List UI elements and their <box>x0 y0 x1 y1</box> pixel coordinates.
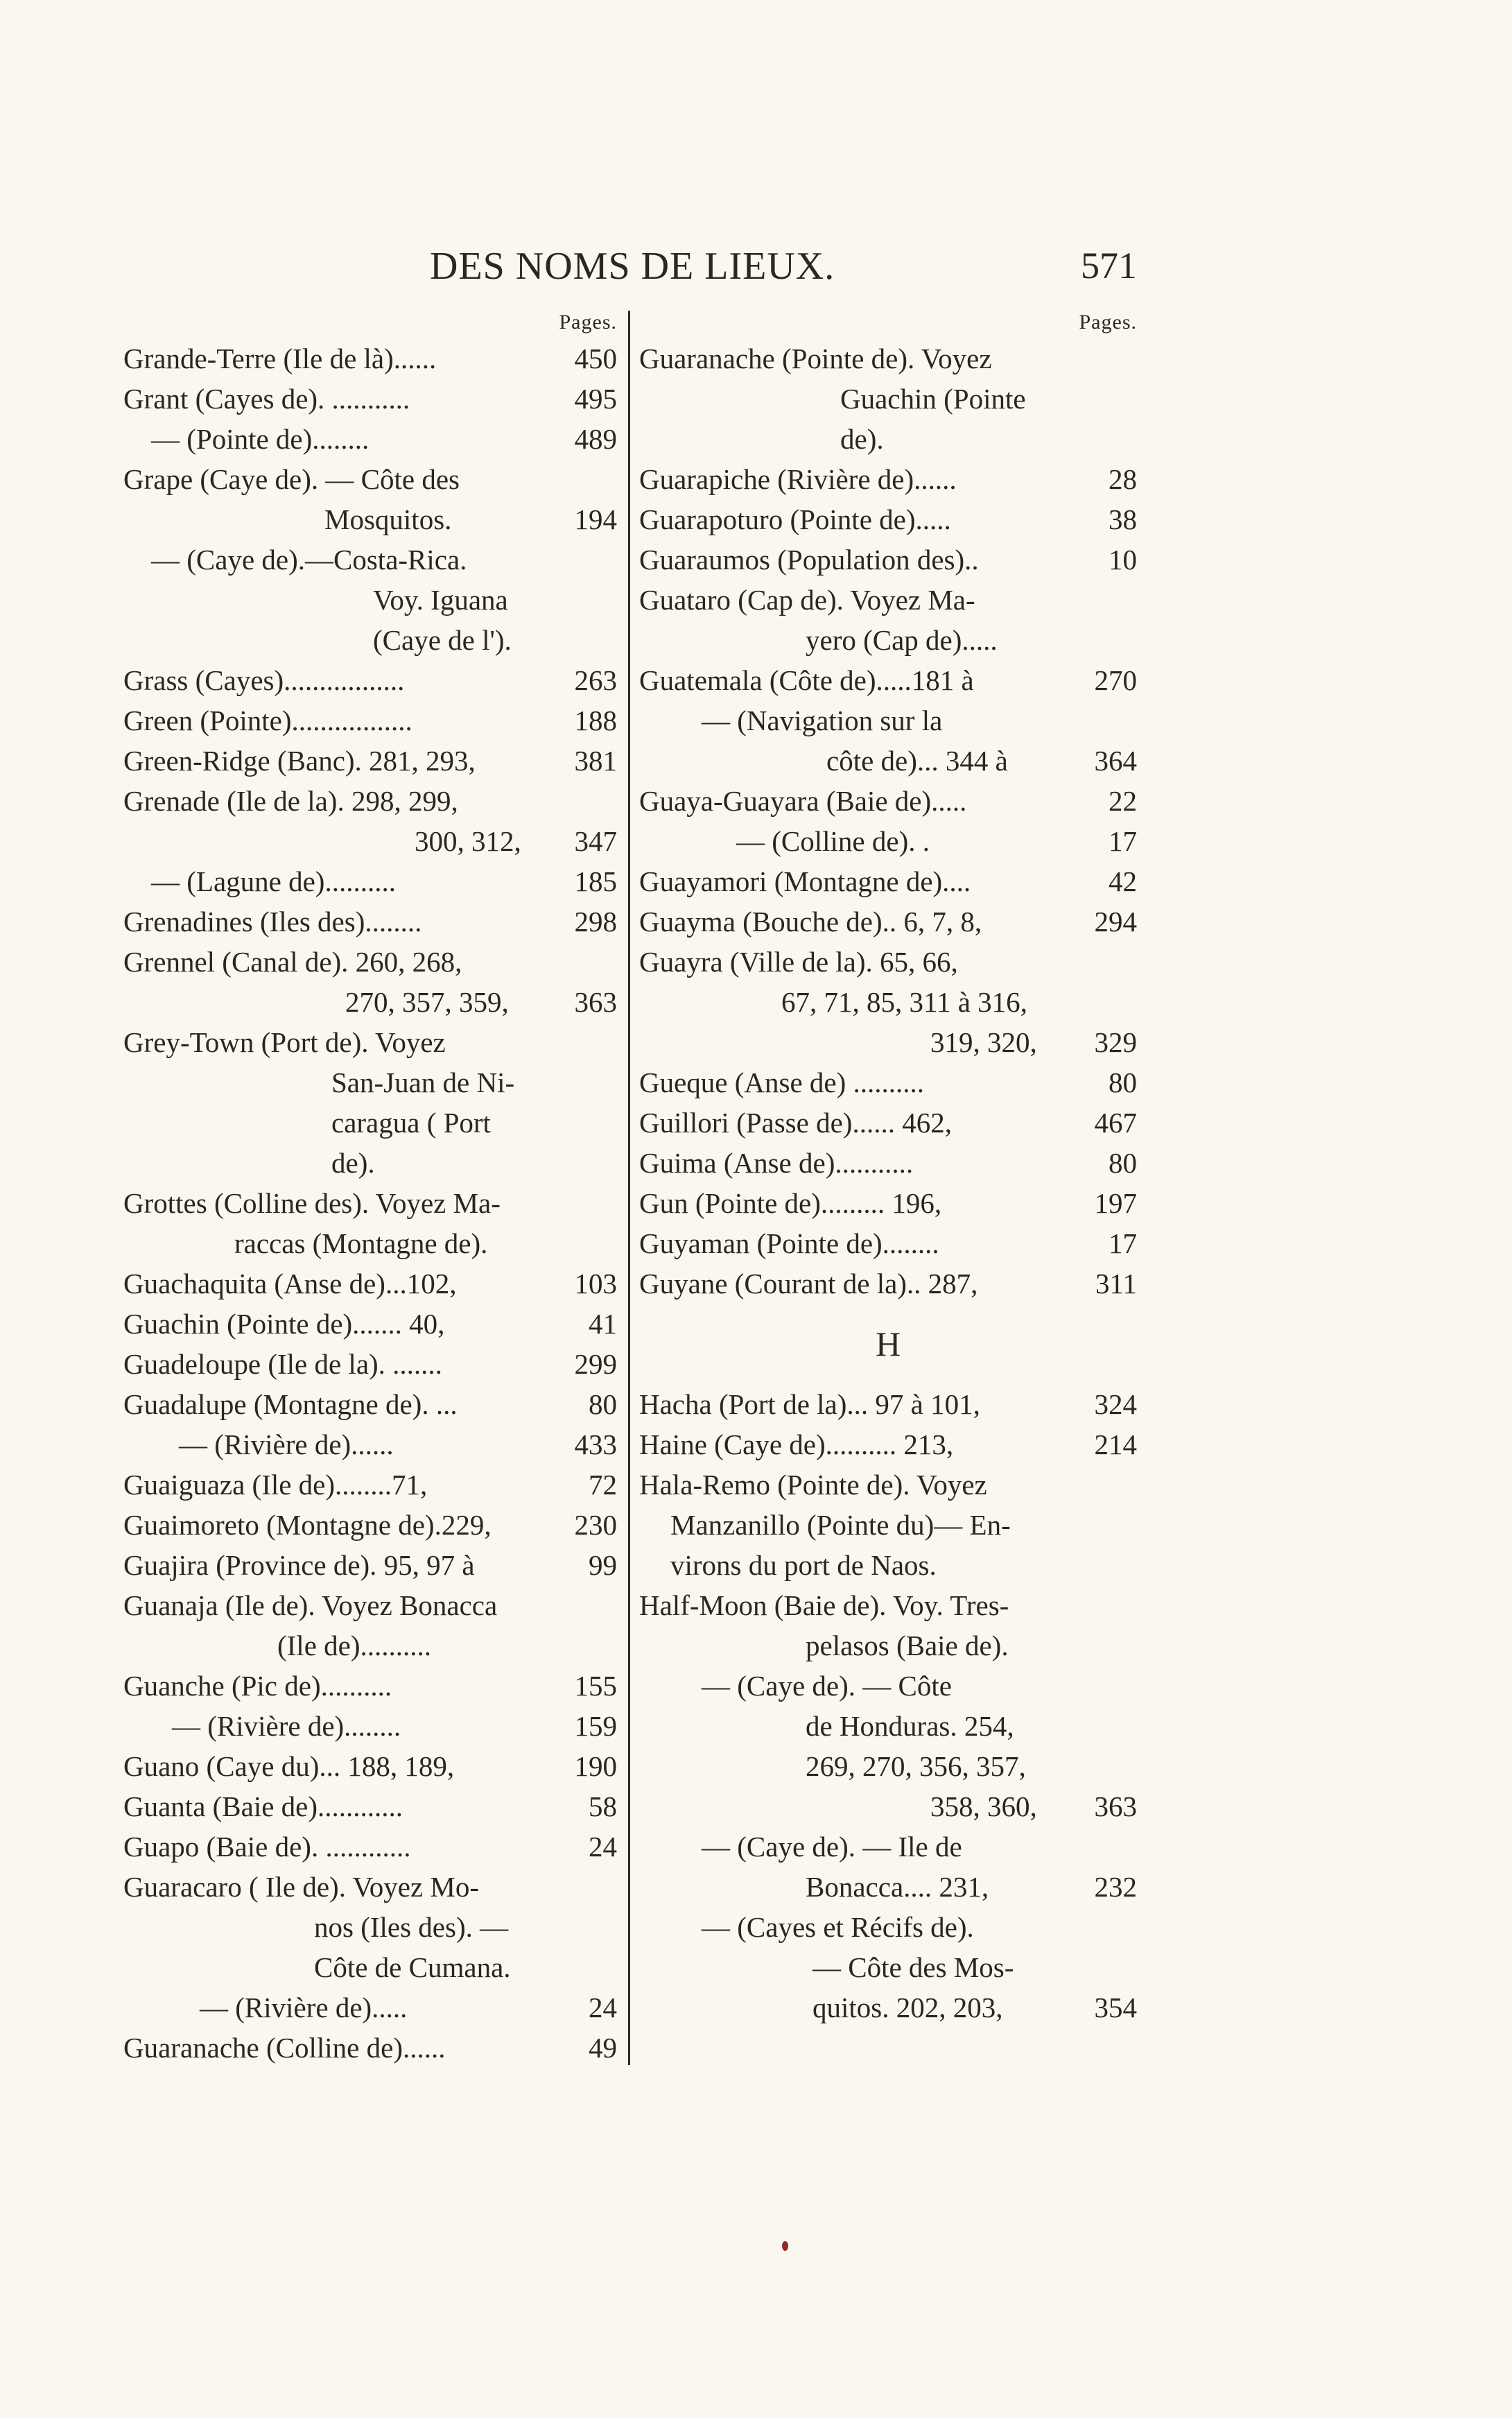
index-entry <box>639 1827 1137 1907</box>
entry-line <box>639 1103 1137 1143</box>
index-entry <box>123 379 617 419</box>
entry-text: — Côte des Mos- <box>813 1951 1014 1983</box>
index-entry <box>123 1505 617 1545</box>
index-entry <box>123 660 617 700</box>
entry-line <box>639 1505 1137 1545</box>
entry-text: 270, 357, 359, <box>345 986 509 1018</box>
entry-text: Guyaman (Pointe de)........ <box>639 1227 939 1259</box>
index-entry <box>123 1827 617 1867</box>
entry-text: — (Pointe de)........ <box>151 423 370 455</box>
index-entry <box>123 1987 617 2028</box>
index-entry <box>639 1666 1137 1827</box>
entry-line <box>639 419 1137 459</box>
entry-text: Guachin (Pointe de)....... 40, <box>123 1308 445 1340</box>
index-entry <box>639 821 1137 861</box>
entry-text: — (Rivière de)........ <box>172 1710 401 1742</box>
entry-line <box>123 1263 617 1304</box>
entry-line <box>123 982 617 1022</box>
entry-text: Guarapoturo (Pointe de)..... <box>639 503 951 535</box>
index-entry <box>123 700 617 741</box>
index-entry <box>123 338 617 379</box>
entry-page-ref: 329 <box>1094 1026 1137 1058</box>
entry-line <box>639 821 1137 861</box>
index-entry <box>123 1183 617 1263</box>
entry-text: Hacha (Port de la)... 97 à 101, <box>639 1388 980 1420</box>
entry-line <box>123 1223 617 1263</box>
index-entry <box>123 1263 617 1304</box>
entry-line <box>123 861 617 901</box>
entry-page-ref: 364 <box>1094 745 1137 777</box>
entry-line <box>639 660 1137 700</box>
entry-line <box>123 700 617 741</box>
entry-page-ref: 58 <box>589 1790 617 1822</box>
entry-page-ref: 188 <box>574 705 617 736</box>
index-entry <box>639 942 1137 1062</box>
entry-line <box>123 1625 617 1666</box>
index-entry <box>639 1424 1137 1465</box>
entry-text: Guadalupe (Montagne de). ... <box>123 1388 458 1420</box>
entry-text: Guarapiche (Rivière de)...... <box>639 463 957 495</box>
ink-speck <box>782 2241 788 2251</box>
entry-line <box>123 1022 617 1062</box>
entry-text: Guayma (Bouche de).. 6, 7, 8, <box>639 906 982 938</box>
entry-line <box>123 660 617 700</box>
entry-page-ref: 42 <box>1109 865 1137 897</box>
entry-line <box>123 1746 617 1786</box>
entry-line <box>123 539 617 580</box>
entry-line <box>639 1183 1137 1223</box>
entry-text: Grey-Town (Port de). Voyez <box>123 1026 446 1058</box>
entry-page-ref: 24 <box>589 1831 617 1863</box>
entry-page-ref: 17 <box>1109 825 1137 857</box>
entry-line <box>639 700 1137 741</box>
index-entry <box>123 1666 617 1706</box>
entry-page-ref: 433 <box>574 1428 617 1460</box>
entry-line <box>123 1585 617 1625</box>
entry-text: Mosquitos. <box>324 503 452 535</box>
entry-text: côte de)... 344 à <box>826 745 1008 777</box>
index-entry <box>123 1786 617 1827</box>
entry-line <box>639 1867 1137 1907</box>
entry-page-ref: 190 <box>574 1750 617 1782</box>
entry-page-ref: 194 <box>574 503 617 535</box>
index-entry <box>123 1304 617 1344</box>
index-entry <box>639 700 1137 781</box>
entry-text: Guanta (Baie de)............ <box>123 1790 403 1822</box>
entry-page-ref: 214 <box>1094 1428 1137 1460</box>
index-entry <box>123 1706 617 1746</box>
entry-text: Guajira (Province de). 95, 97 à <box>123 1549 475 1581</box>
entry-line <box>639 1706 1137 1746</box>
entry-line <box>639 338 1137 379</box>
index-entry <box>123 781 617 861</box>
entry-text: — (Caye de). — Ile de <box>702 1831 962 1863</box>
entry-text: — (Caye de).—Costa-Rica. <box>151 544 467 576</box>
entry-text: Voy. Iguana <box>373 584 508 616</box>
entry-page-ref: 311 <box>1095 1268 1137 1299</box>
page-number: 571 <box>1081 245 1137 286</box>
index-entry <box>123 1424 617 1465</box>
entry-line <box>639 1465 1137 1505</box>
entry-text: Guaranache (Colline de)...... <box>123 2032 446 2064</box>
entry-line <box>123 580 617 620</box>
index-entry <box>639 499 1137 539</box>
entry-page-ref: 155 <box>574 1670 617 1702</box>
entry-line <box>639 1585 1137 1625</box>
entry-text: Guachin (Pointe <box>840 383 1026 415</box>
entry-text: Grenade (Ile de la). 298, 299, <box>123 785 458 817</box>
entry-text: Guima (Anse de)........... <box>639 1147 914 1179</box>
entry-text: Grottes (Colline des). Voyez Ma- <box>123 1187 501 1219</box>
entry-text: Grape (Caye de). — Côte des <box>123 463 460 495</box>
entry-line <box>123 1987 617 2028</box>
index-entry <box>639 1103 1137 1143</box>
column-divider <box>628 311 630 2065</box>
entry-line <box>123 901 617 942</box>
entry-text: yero (Cap de)..... <box>806 624 998 656</box>
entry-page-ref: 363 <box>574 986 617 1018</box>
entry-line <box>123 1103 617 1143</box>
entry-page-ref: 354 <box>1094 1992 1137 2023</box>
entry-page-ref: 263 <box>574 664 617 696</box>
entry-line <box>639 1625 1137 1666</box>
entry-line <box>123 741 617 781</box>
entry-line <box>123 338 617 379</box>
entry-text: Guapo (Baie de). ............ <box>123 1831 411 1863</box>
index-entry <box>123 1746 617 1786</box>
entry-page-ref: 80 <box>589 1388 617 1420</box>
entry-page-ref: 80 <box>1109 1147 1137 1179</box>
index-entry <box>639 781 1137 821</box>
entry-page-ref: 41 <box>589 1308 617 1340</box>
entry-line <box>639 1143 1137 1183</box>
entry-page-ref: 495 <box>574 383 617 415</box>
entry-page-ref: 197 <box>1094 1187 1137 1219</box>
entry-page-ref: 299 <box>574 1348 617 1380</box>
entry-text: quitos. 202, 203, <box>813 1992 1003 2023</box>
entry-line <box>123 1545 617 1585</box>
entry-line <box>639 1384 1137 1424</box>
entry-text: — (Rivière de)...... <box>179 1428 394 1460</box>
entry-line <box>123 419 617 459</box>
entry-line <box>639 379 1137 419</box>
entry-text: Guatemala (Côte de).....181 à <box>639 664 974 696</box>
entry-line <box>123 459 617 499</box>
entry-line <box>123 821 617 861</box>
entry-page-ref: 72 <box>589 1469 617 1501</box>
index-entry <box>123 1344 617 1384</box>
entry-line <box>123 379 617 419</box>
index-entry <box>639 1907 1137 2028</box>
entry-text: — (Rivière de)..... <box>200 1992 408 2023</box>
entry-line <box>639 1987 1137 2028</box>
entry-text: Guano (Caye du)... 188, 189, <box>123 1750 455 1782</box>
index-entry <box>123 1022 617 1183</box>
index-entry <box>123 539 617 660</box>
entry-page-ref: 450 <box>574 343 617 374</box>
entry-text: Guanaja (Ile de). Voyez Bonacca <box>123 1589 498 1621</box>
entry-line <box>639 1907 1137 1947</box>
entry-page-ref: 270 <box>1094 664 1137 696</box>
index-entry <box>123 459 617 539</box>
entry-line <box>639 982 1137 1022</box>
entry-text: Bonacca.... 231, <box>806 1871 989 1903</box>
entry-page-ref: 10 <box>1109 544 1137 576</box>
entry-line <box>123 1143 617 1183</box>
entry-text: de). <box>840 423 884 455</box>
entry-line <box>123 1786 617 1827</box>
entry-line <box>639 901 1137 942</box>
entry-text: Grennel (Canal de). 260, 268, <box>123 946 462 978</box>
entry-line <box>123 942 617 982</box>
entry-page-ref: 230 <box>574 1509 617 1541</box>
entry-line <box>639 1947 1137 1987</box>
entry-text: Hala-Remo (Pointe de). Voyez <box>639 1469 987 1501</box>
entry-text: — (Cayes et Récifs de). <box>702 1911 974 1943</box>
entry-text: Gueque (Anse de) .......... <box>639 1066 925 1098</box>
entry-text: — (Navigation sur la <box>702 705 943 736</box>
entry-line <box>639 1022 1137 1062</box>
entry-text: — (Colline de). . <box>736 825 930 857</box>
index-entry <box>123 901 617 942</box>
entry-text: Grass (Cayes)................. <box>123 664 405 696</box>
entry-text: Grande-Terre (Ile de là)...... <box>123 343 437 374</box>
entry-line <box>123 499 617 539</box>
entry-text: Guataro (Cap de). Voyez Ma- <box>639 584 975 616</box>
entry-text: Grenadines (Iles des)........ <box>123 906 422 938</box>
entry-line <box>639 1666 1137 1706</box>
entry-line <box>123 1304 617 1344</box>
entry-text: (Ile de).......... <box>277 1630 431 1661</box>
entry-text: raccas (Montagne de). <box>234 1227 488 1259</box>
index-entry <box>639 1384 1137 1424</box>
entry-text: Côte de Cumana. <box>314 1951 511 1983</box>
entry-text: caragua ( Port <box>331 1107 491 1139</box>
entry-page-ref: 24 <box>589 1992 617 2023</box>
entry-line <box>123 781 617 821</box>
index-column-right <box>639 311 1137 2028</box>
entry-line <box>123 1907 617 1947</box>
entry-text: 300, 312, <box>415 825 521 857</box>
entry-text: Grant (Cayes de). ........... <box>123 383 410 415</box>
running-head <box>0 244 1512 293</box>
entry-text: pelasos (Baie de). <box>806 1630 1009 1661</box>
entry-page-ref: 38 <box>1109 503 1137 535</box>
page-title: DES NOMS DE LIEUX. <box>430 245 835 288</box>
entry-text: de Honduras. 254, <box>806 1710 1014 1742</box>
entry-text: Guayamori (Montagne de).... <box>639 865 971 897</box>
entry-page-ref: 381 <box>574 745 617 777</box>
entry-text: — (Caye de). — Côte <box>702 1670 952 1702</box>
entry-text: Guadeloupe (Ile de la). ....... <box>123 1348 442 1380</box>
index-entry <box>123 942 617 1022</box>
entry-text: Half-Moon (Baie de). Voy. Tres- <box>639 1589 1009 1621</box>
entry-line <box>123 1344 617 1384</box>
index-entry <box>639 1183 1137 1223</box>
index-entry <box>123 741 617 781</box>
index-entry <box>123 1585 617 1666</box>
entry-text: Green-Ridge (Banc). 281, 293, <box>123 745 476 777</box>
entry-line <box>639 1263 1137 1304</box>
entry-line <box>639 620 1137 660</box>
entry-text: virons du port de Naos. <box>670 1549 937 1581</box>
entry-page-ref: 298 <box>574 906 617 938</box>
entry-text: (Caye de l'). <box>373 624 512 656</box>
pages-column-label: Pages. <box>559 311 617 334</box>
entry-page-ref: 17 <box>1109 1227 1137 1259</box>
entry-page-ref: 294 <box>1094 906 1137 938</box>
entry-page-ref: 232 <box>1094 1871 1137 1903</box>
entry-text: Guaranache (Pointe de). Voyez <box>639 343 992 374</box>
index-entry <box>639 1585 1137 1666</box>
index-entry <box>123 419 617 459</box>
index-entry <box>639 901 1137 942</box>
entry-text: San-Juan de Ni- <box>331 1066 515 1098</box>
entry-text: Guachaquita (Anse de)...102, <box>123 1268 457 1299</box>
entry-line <box>639 1786 1137 1827</box>
entry-line <box>639 741 1137 781</box>
entry-text: 358, 360, <box>930 1790 1037 1822</box>
index-entry <box>123 1384 617 1424</box>
entry-page-ref: 99 <box>589 1549 617 1581</box>
entry-page-ref: 28 <box>1109 463 1137 495</box>
entry-line <box>123 1666 617 1706</box>
entry-line <box>639 580 1137 620</box>
index-entry <box>123 2028 617 2068</box>
entry-text: Gun (Pointe de)......... 196, <box>639 1187 942 1219</box>
entry-line <box>639 539 1137 580</box>
entry-line <box>639 1827 1137 1867</box>
entry-page-ref: 363 <box>1094 1790 1137 1822</box>
entry-page-ref: 159 <box>574 1710 617 1742</box>
entry-line <box>639 1062 1137 1103</box>
index-column-left <box>123 311 617 2068</box>
entry-line <box>639 459 1137 499</box>
index-entry <box>639 1062 1137 1103</box>
entry-page-ref: 49 <box>589 2032 617 2064</box>
entry-line <box>123 1827 617 1867</box>
index-entry <box>639 1263 1137 1304</box>
entry-text: 319, 320, <box>930 1026 1037 1058</box>
entry-text: 67, 71, 85, 311 à 316, <box>781 986 1027 1018</box>
entry-line <box>639 499 1137 539</box>
entry-text: nos (Iles des). — <box>314 1911 509 1943</box>
entry-line <box>639 1746 1137 1786</box>
index-entry <box>639 580 1137 660</box>
index-entry <box>123 1867 617 1987</box>
entry-line <box>123 1505 617 1545</box>
entry-text: Guaracaro ( Ile de). Voyez Mo- <box>123 1871 480 1903</box>
entry-line <box>639 1545 1137 1585</box>
entry-text: 269, 270, 356, 357, <box>806 1750 1026 1782</box>
entry-page-ref: 467 <box>1094 1107 1137 1139</box>
pages-column-label: Pages. <box>1079 311 1137 334</box>
index-entry <box>639 1223 1137 1263</box>
entry-page-ref: 103 <box>574 1268 617 1299</box>
entry-page-ref: 80 <box>1109 1066 1137 1098</box>
entry-text: Guaya-Guayara (Baie de)..... <box>639 785 967 817</box>
entry-line <box>639 1223 1137 1263</box>
index-entry <box>123 1545 617 1585</box>
entry-line <box>123 1183 617 1223</box>
entry-text: de). <box>331 1147 375 1179</box>
index-entry <box>639 660 1137 700</box>
entry-line <box>123 1867 617 1907</box>
index-entry <box>123 1465 617 1505</box>
index-entry <box>639 861 1137 901</box>
entry-text: Guyane (Courant de la).. 287, <box>639 1268 978 1299</box>
entry-line <box>639 942 1137 982</box>
entry-line <box>639 861 1137 901</box>
entry-line <box>123 1465 617 1505</box>
entry-text: Guanche (Pic de).......... <box>123 1670 392 1702</box>
entry-page-ref: 347 <box>574 825 617 857</box>
entry-line <box>123 1424 617 1465</box>
entry-line <box>123 1947 617 1987</box>
entry-text: Guayra (Ville de la). 65, 66, <box>639 946 958 978</box>
entry-line <box>123 1706 617 1746</box>
entry-text: Manzanillo (Pointe du)— En- <box>670 1509 1011 1541</box>
entry-line <box>123 2028 617 2068</box>
entry-text: Guillori (Passe de)...... 462, <box>639 1107 952 1139</box>
entry-page-ref: 324 <box>1094 1388 1137 1420</box>
entry-line <box>123 1384 617 1424</box>
entry-line <box>639 781 1137 821</box>
entry-text: Haine (Caye de).......... 213, <box>639 1428 954 1460</box>
index-entry <box>123 861 617 901</box>
entry-text: Green (Pointe)................. <box>123 705 412 736</box>
entry-text: — (Lagune de).......... <box>151 865 396 897</box>
entry-line <box>123 620 617 660</box>
index-entry <box>639 1465 1137 1585</box>
entry-text: Guaimoreto (Montagne de).229, <box>123 1509 492 1541</box>
entry-page-ref: 185 <box>574 865 617 897</box>
section-letter: H <box>875 1324 901 1363</box>
entry-text: Guaiguaza (Ile de)........71, <box>123 1469 428 1501</box>
index-entry <box>639 539 1137 580</box>
index-entry <box>639 1143 1137 1183</box>
entry-page-ref: 22 <box>1109 785 1137 817</box>
entry-text: Guaraumos (Population des).. <box>639 544 979 576</box>
index-entry <box>639 459 1137 499</box>
entry-line <box>123 1062 617 1103</box>
index-entry <box>639 338 1137 459</box>
entry-page-ref: 489 <box>574 423 617 455</box>
entry-line <box>639 1424 1137 1465</box>
